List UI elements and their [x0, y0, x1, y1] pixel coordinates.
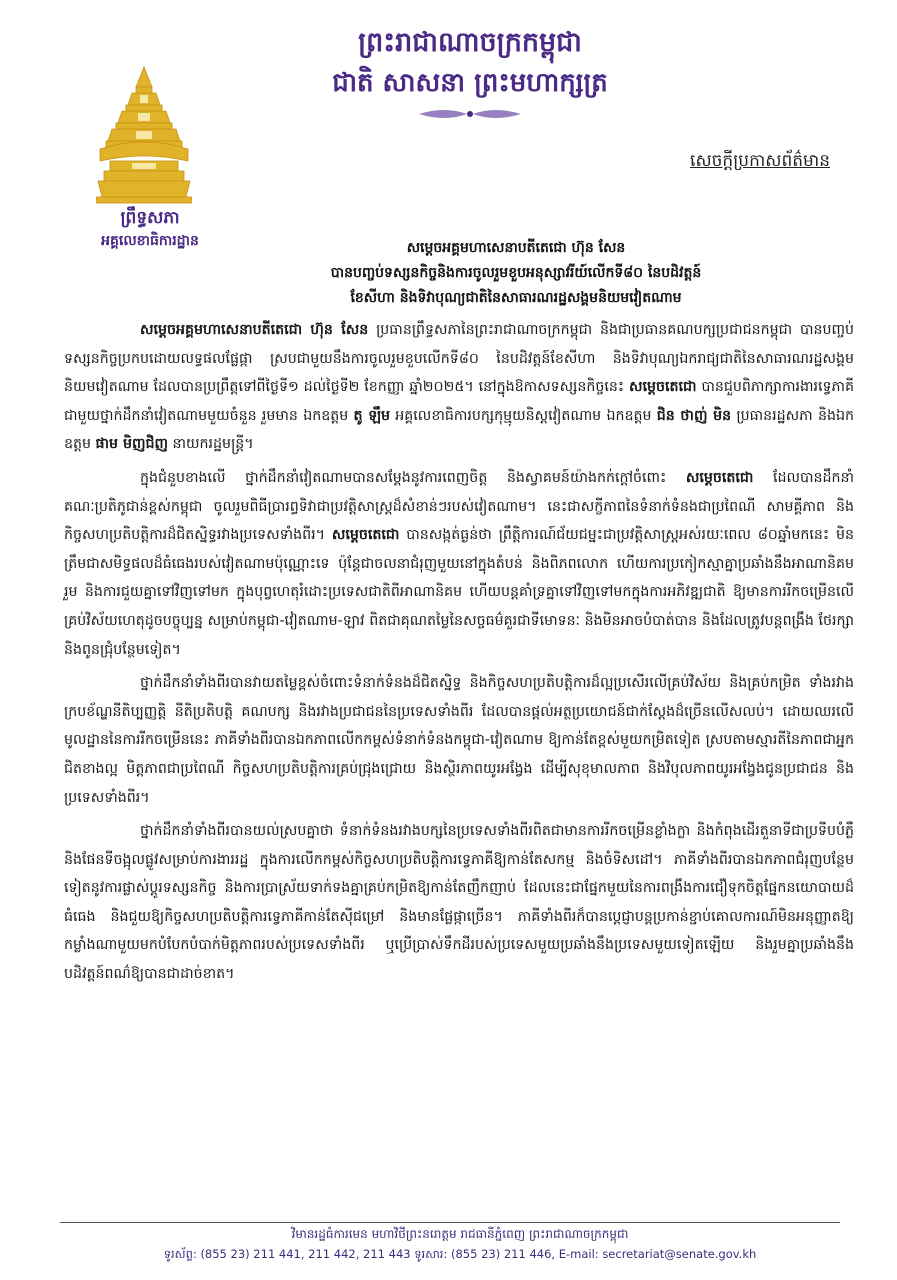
paragraph-4: ថ្នាក់ដឹកនាំទាំងពីរបានយល់ស្របគ្នាថា ទំនាក់ទំនងរវាងបក្សនៃប្រទេសទាំងពីរពិតជាមានការរីកចម្រើនខ្លាំងក្លា និងកំពុងដើរតួនាទីជាប្រទីបបំភ្លឺ និងផែនទីចង្អុលផ្លូវសម្រាប់ការងាររដ្ឋ ក្នុងការលើកកម្ពស់កិច្ចសហប្រតិបត្តិការទ្វេភាគីឱ្យកាន់តែសកម្ម និងចំទិសដៅ។ ភាគីទាំងពីរបានឯកភាពជំរុញបន្ថែមទៀតនូវការផ្លាស់ប្ដូរទស្សនកិច្ច និងការប្រាស្រ័យទាក់ទងគ្នាគ្រប់កម្រិតឱ្យកាន់តែញឹកញាប់ ដែលនេះជាផ្នែកមួយនៃការពង្រឹងការជឿទុកចិត្តផ្នែកនយោបាយដ៏ធំធេង និងជួយឱ្យកិច្ចសហប្រតិបត្តិការទ្វេភាគីកាន់តែស៊ីជម្រៅ និងមានផ្លែផ្កាច្រើន។ ភាគីទាំងពីរក៏បានប្ដេជ្ញាបន្តប្រកាន់ខ្ជាប់គោលការណ៍មិនអនុញ្ញាតឱ្យកម្លាំងណាមួយមកបំបែកបំបាក់មិត្តភាពរបស់ប្រទេសទាំងពីរ ឬប្រើប្រាស់ទឹកដីរបស់ប្រទេសមួយប្រឆាំងនឹងប្រទេសមួយទៀតឡើយ និងរួមគ្នាប្រឆាំងនឹងបដិវត្តន៍ពណ៌ឱ្យបានជាដាច់ខាត។ [64, 823, 854, 983]
email-address[interactable]: E-mail: secretariat@senate.gov.kh [558, 1247, 757, 1261]
paragraph-3: ថ្នាក់ដឹកនាំទាំងពីរបានវាយតម្លៃខ្ពស់ចំពោះទំនាក់ទំនងដ៏ជិតស្និទ្ធ និងកិច្ចសហប្រតិបត្តិការដ៏ល្អប្រសើរលើគ្រប់វិស័យ និងគ្រប់កម្រិត ទាំងរវាងក្របខ័ណ្ឌនីតិប្បញ្ញត្តិ នីតិប្រតិបត្តិ គណបក្ស និងរវាងប្រជាជននៃប្រទេសទាំងពីរ ដែលបានផ្ដល់អត្ថប្រយោជន៍ជាក់ស្ដែងដ៏ច្រើនលើសលប់។ ដោយឈរលើមូលដ្ឋាននៃការរីកចម្រើននេះ ភាគីទាំងពីរបានឯកភាពលើកកម្ពស់ទំនាក់ទំនងកម្ពុជា-វៀតណាម ឱ្យកាន់តែខ្ពស់មួយកម្រិតទៀត ស្របតាមស្មារតីនៃភាពជាអ្នកជិតខាងល្អ មិត្តភាពជាប្រពៃណី កិច្ចសហប្រតិបត្តិការគ្រប់ជ្រុងជ្រោយ និងស្ថិរភាពយូរអង្វែង ដើម្បីសុខុមាលភាព និងវិបុលភាពយូរអង្វែងជូនប្រជាជន និងប្រទេសទាំងពីរ។ [64, 675, 854, 806]
national-motto: ជាតិ សាសនា ព្រះមហាក្សត្រ [332, 68, 608, 98]
senate-emblem-icon [96, 65, 192, 205]
paragraph-text: ប្រធានរដ្ឋសភា និងឯកឧត្តម [64, 407, 854, 453]
senate-name: ព្រឹទ្ធសភា [120, 208, 180, 228]
footer-contacts [140, 1244, 780, 1264]
headline-line-1: សម្ដេចអគ្គមហាសេនាបតីតេជោ ហ៊ុន សែន [406, 240, 626, 256]
paragraph-1 [64, 316, 854, 459]
bold-name: សម្ដេចតេជោ [685, 469, 754, 486]
paragraph-text: បានជួបពិភាក្សាការងារទ្វេភាគីជាមួយថ្នាក់ដឹកនាំវៀតណាមមួយចំនួន រួមមាន ឯកឧត្តម [64, 379, 854, 424]
footer [140, 1224, 780, 1264]
bold-name: សម្ដេចតេជោ [331, 527, 400, 544]
paragraph-text: ប្រធានព្រឹទ្ធសភានៃព្រះរាជាណាចក្រកម្ពុជា និងជាប្រធានគណបក្សប្រជាជនកម្ពុជា បានបញ្ចប់ទស្សនកិច្ចប្រកបដោយលទ្ធផលផ្លែផ្កា ស្របជាមួយនឹងការចូលរួមខួបលើកទី៨០ នៃបដិវត្តន៍ខែសីហា និងទិវាបុណ្យឯករាជ្យជាតិនៃសាធារណរដ្ឋសង្គមនិយមវៀតណាម ដែលបានប្រព្រឹត្តទៅពីថ្ងៃទី១ ដល់ថ្ងៃទី២ ខែកញ្ញា ឆ្នាំ២០២៥។ នៅក្នុងឱកាសទស្សនកិច្ចនេះ [64, 322, 855, 396]
secretariat-name: អគ្គលេខាធិការដ្ឋាន [101, 233, 199, 249]
fax-number: (855 23) 211 446, [450, 1247, 556, 1261]
issuer-block [70, 206, 230, 252]
paragraph-2 [64, 464, 854, 664]
press-release-body [64, 316, 854, 994]
paragraph-text: នាយករដ្ឋមន្ត្រី។ [168, 436, 254, 453]
kingdom-title: ព្រះរាជាណាចក្រកម្ពុជា [358, 27, 582, 58]
paragraph-text: ដែលបានដឹកនាំគណៈប្រតិភូជាន់ខ្ពស់កម្ពុជា ចូលរួមពិធីប្រារព្ធទិវាជាប្រវត្តិសាស្ត្រដ៏សំខាន់ៗរបស់វៀតណាម។ នេះជាសក្ខីភាពនៃទំនាក់ទំនងជាប្រពៃណី សាមគ្គីភាព និងកិច្ចសហប្រតិបត្តិការដ៏ជិតស្និទ្ធរវាងប្រទេសទាំងពីរ។ [64, 469, 854, 544]
phone-label: ទូរស័ព្ទ: [163, 1247, 197, 1261]
footer-divider [60, 1222, 840, 1223]
headline-line-3: ខែសីហា និងទិវាបុណ្យជាតិនៃសាធារណរដ្ឋសង្គមនិយមវៀតណាម [350, 290, 682, 306]
bold-name: សម្ដេចអគ្គមហាសេនាបតីតេជោ ហ៊ុន សែន [140, 322, 369, 338]
headline [236, 236, 796, 311]
ornament-divider-icon [415, 104, 525, 124]
bold-name: សម្ដេចតេជោ [628, 379, 697, 396]
bold-name: តូ ឡឹម [353, 407, 391, 424]
paragraph-text: បានសង្កត់ធ្ងន់ថា ព្រឹត្តិការណ៍ជ័យជម្នះជាប្រវត្តិសាស្ត្រអស់រយៈពេល ៨០ឆ្នាំមកនេះ មិនត្រឹមជាសមិទ្ធផលដ៏ធំធេងរបស់វៀតណាមប៉ុណ្ណោះទេ ប៉ុន្តែជាចលនាជំរុញមួយនៅក្នុងតំបន់ និងពិភពលោក ហើយការប្រកៀកស្មាគ្នាប្រឆាំងនឹងអាណានិគមរួម និងការជួយគ្នាទៅវិញទៅមក ក្នុងបុព្វហេតុរំដោះប្រទេសជាតិពីអាណានិគម ហើយបន្តគាំទ្រគ្នាទៅវិញទៅមកក្នុងការអភិវឌ្ឍជាតិ ឱ្យមានការរីកចម្រើនលើគ្រប់វិស័យហេតុដូចបច្ចុប្បន្ន សម្រាប់កម្ពុជា-វៀតណាម-ឡាវ ពិតជាគុណតម្លៃនៃសច្ចធម៌គួរជាទីមោទនៈ និងមិនអាចបំបាត់បាន និងដែលត្រូវបន្តពង្រឹង ថែរក្សា និងពូនជ្រុំបន្ថែមទៀត។ [64, 527, 855, 658]
bold-name: ជិន ថាញ់ មិន [656, 407, 732, 424]
paragraph-text: ក្នុងជំនួបខាងលើ ថ្នាក់ដឹកនាំវៀតណាមបានសម្ដែងនូវការពេញចិត្ត និងស្វាគមន៍យ៉ាងកក់ក្ដៅចំពោះ [140, 469, 686, 486]
phone-numbers: (855 23) 211 441, 211 442, 211 443 [200, 1247, 411, 1261]
paragraph-text: អគ្គលេខាធិការបក្សកុម្មុយនិស្តវៀតណាម ឯកឧត្តម [390, 407, 657, 424]
kingdom-motto [300, 24, 640, 102]
headline-line-2: បានបញ្ចប់ទស្សនកិច្ចនិងការចូលរួមខួបអនុស្សាវរីយ៍លើកទី៨០ នៃបដិវត្តន៍ [330, 265, 702, 281]
footer-address: វិមានរដ្ឋធំការមេន មហាវិថីព្រះនរោត្តម រាជធានីភ្នំពេញ ព្រះរាជាណាចក្រកម្ពុជា [291, 1227, 629, 1241]
bold-name: ផាម មិញជិញ [95, 436, 169, 453]
document-type: សេចក្ដីប្រកាសព័ត៌មាន [690, 151, 830, 171]
fax-label: ទូរសារ: [414, 1247, 448, 1261]
